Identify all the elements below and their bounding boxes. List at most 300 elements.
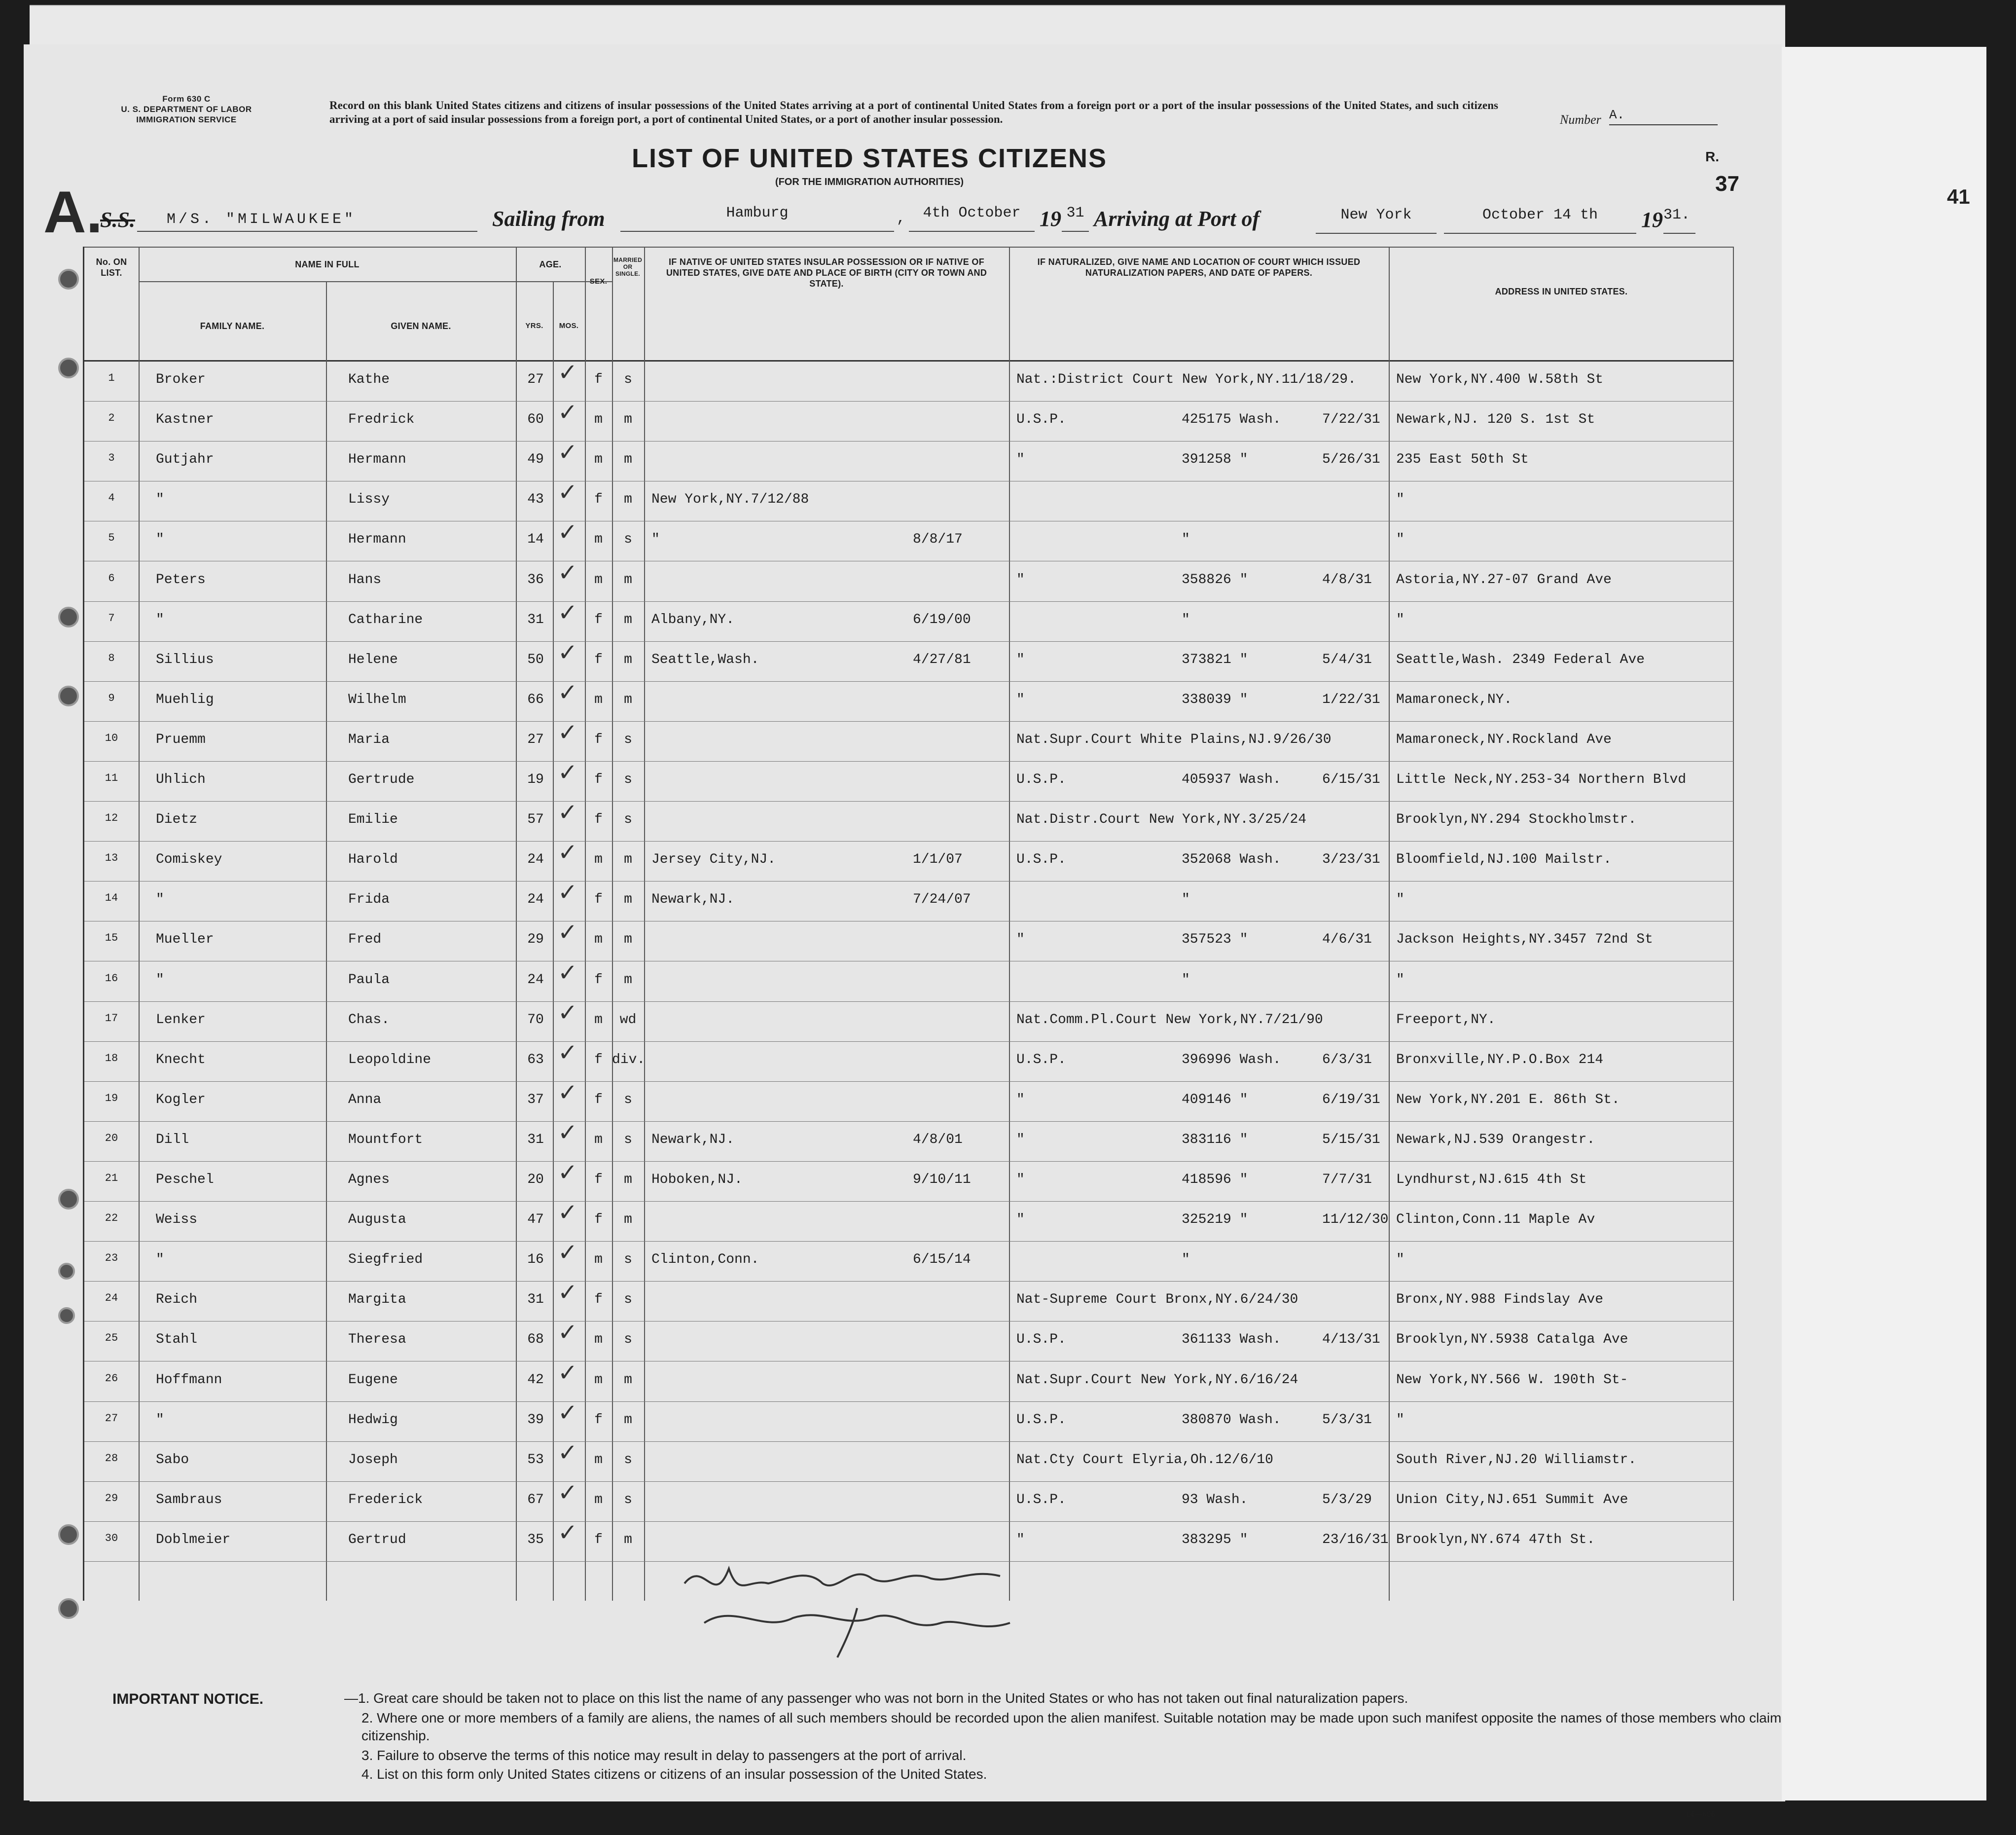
check-mark: ✓ bbox=[558, 1280, 578, 1306]
check-mark: ✓ bbox=[558, 400, 578, 426]
vessel-underline bbox=[137, 231, 477, 232]
binder-hole bbox=[58, 269, 79, 290]
birth-date: 9/10/11 bbox=[913, 1172, 971, 1187]
naturalization-court: " bbox=[1016, 932, 1025, 948]
table-row bbox=[84, 1121, 1734, 1162]
binder-hole bbox=[58, 1189, 79, 1210]
age-years: 50 bbox=[527, 652, 544, 667]
header-mos: MOS. bbox=[559, 322, 579, 330]
vessel-name: M/S. "MILWAUKEE" bbox=[167, 211, 357, 228]
check-mark: ✓ bbox=[558, 599, 578, 626]
birth-date: 6/19/00 bbox=[913, 612, 971, 627]
given-name: Gertrud bbox=[348, 1532, 406, 1547]
row-number: 25 bbox=[105, 1332, 118, 1345]
given-name: Fred bbox=[348, 932, 382, 948]
naturalization-date: 4/8/31 bbox=[1322, 572, 1372, 587]
naturalization-number: 357523 " bbox=[1182, 932, 1248, 948]
header-yrs: YRS. bbox=[525, 322, 543, 330]
naturalization-number: 358826 " bbox=[1182, 572, 1248, 587]
address: Brooklyn,NY.674 47th St. bbox=[1396, 1532, 1595, 1547]
row-number: 17 bbox=[105, 1012, 118, 1025]
check-mark: ✓ bbox=[558, 1240, 578, 1266]
department-name: U. S. DEPARTMENT OF LABOR bbox=[121, 105, 252, 114]
address: Newark,NJ.539 Orangestr. bbox=[1396, 1132, 1595, 1147]
family-name: Reich bbox=[156, 1292, 198, 1308]
marital-status: m bbox=[624, 652, 632, 667]
sex: f bbox=[594, 772, 603, 787]
age-years: 24 bbox=[527, 972, 544, 988]
birth-date: 7/24/07 bbox=[913, 892, 971, 908]
family-name: Gutjahr bbox=[156, 452, 214, 468]
row-number: 15 bbox=[105, 932, 118, 945]
naturalization-number: 418596 " bbox=[1182, 1172, 1248, 1187]
table-row bbox=[84, 1161, 1734, 1202]
row-number: 29 bbox=[105, 1492, 118, 1505]
address: " bbox=[1396, 892, 1404, 908]
table-row bbox=[84, 1001, 1734, 1042]
marital-status: s bbox=[624, 1252, 632, 1268]
table-row bbox=[84, 801, 1734, 842]
year-to: 31. bbox=[1663, 212, 1695, 234]
row-number: 6 bbox=[108, 572, 115, 585]
naturalization-court: Nat.Distr.Court New York,NY.3/25/24 bbox=[1016, 812, 1307, 828]
form-number: Form 630 C bbox=[162, 94, 211, 104]
naturalization-court: " bbox=[1016, 452, 1025, 468]
binder-hole bbox=[58, 358, 79, 378]
header-age: AGE. bbox=[539, 259, 562, 269]
marital-status: s bbox=[624, 1492, 632, 1507]
sex: m bbox=[594, 1132, 603, 1147]
address: 235 East 50th St bbox=[1396, 452, 1529, 468]
marital-status: m bbox=[624, 412, 632, 428]
address: Bloomfield,NJ.100 Mailstr. bbox=[1396, 852, 1612, 868]
sex: m bbox=[594, 692, 603, 707]
naturalization-court: " bbox=[1016, 1212, 1025, 1228]
year-from: 31 bbox=[1062, 210, 1089, 232]
table-row bbox=[84, 1481, 1734, 1522]
notice-title: IMPORTANT NOTICE. bbox=[112, 1691, 264, 1707]
age-years: 31 bbox=[527, 1292, 544, 1308]
header-married-single: MARRIED OR SINGLE. bbox=[613, 257, 643, 277]
naturalization-court: " bbox=[1016, 1532, 1025, 1547]
table-row bbox=[84, 881, 1734, 921]
naturalization-court: Nat-Supreme Court Bronx,NY.6/24/30 bbox=[1016, 1292, 1298, 1308]
naturalization-number: 396996 Wash. bbox=[1182, 1052, 1281, 1067]
given-name: Leopoldine bbox=[348, 1052, 432, 1067]
sex: f bbox=[594, 372, 603, 387]
naturalization-number: 391258 " bbox=[1182, 452, 1248, 468]
naturalization-date: 1/22/31 bbox=[1322, 692, 1380, 707]
binder-hole bbox=[58, 1307, 75, 1324]
given-name: Eugene bbox=[348, 1372, 398, 1388]
naturalization-number: 383116 " bbox=[1182, 1132, 1248, 1147]
age-years: 39 bbox=[527, 1412, 544, 1428]
naturalization-court: " bbox=[1016, 652, 1025, 667]
number-field: A. bbox=[1609, 108, 1718, 125]
given-name: Hedwig bbox=[348, 1412, 398, 1428]
sex: m bbox=[594, 572, 603, 587]
family-name: Kogler bbox=[156, 1092, 206, 1107]
arriving-label: Arriving at Port of bbox=[1094, 207, 1260, 231]
check-mark: ✓ bbox=[558, 999, 578, 1026]
year-prefix-1: 19 bbox=[1040, 207, 1061, 231]
table-row bbox=[84, 401, 1734, 441]
passenger-table bbox=[83, 247, 1734, 1601]
birth-date: 8/8/17 bbox=[913, 532, 963, 548]
page-subtitle: (FOR THE IMMIGRATION AUTHORITIES) bbox=[775, 177, 964, 187]
birth-place: " bbox=[651, 532, 660, 548]
age-years: 66 bbox=[527, 692, 544, 707]
sex: f bbox=[594, 1212, 603, 1228]
naturalization-date: 6/15/31 bbox=[1322, 772, 1380, 787]
given-name: Hermann bbox=[348, 532, 406, 548]
sailing-from-label: Sailing from bbox=[492, 207, 605, 231]
family-name: Doblmeier bbox=[156, 1532, 231, 1547]
age-years: 14 bbox=[527, 532, 544, 548]
check-mark: ✓ bbox=[558, 440, 578, 466]
family-name: Comiskey bbox=[156, 852, 222, 868]
birth-place: Hoboken,NJ. bbox=[651, 1172, 743, 1187]
table-row bbox=[84, 521, 1734, 561]
given-name: Fredrick bbox=[348, 412, 415, 428]
family-name: Weiss bbox=[156, 1212, 198, 1228]
sex: f bbox=[594, 1052, 603, 1067]
age-years: 31 bbox=[527, 1132, 544, 1147]
address: New York,NY.566 W. 190th St- bbox=[1396, 1372, 1628, 1388]
address: " bbox=[1396, 1252, 1404, 1268]
birth-date: 4/27/81 bbox=[913, 652, 971, 667]
row-number: 9 bbox=[108, 692, 115, 704]
table-row bbox=[84, 1401, 1734, 1442]
check-mark: ✓ bbox=[558, 519, 578, 546]
naturalization-number: 383295 " bbox=[1182, 1532, 1248, 1547]
marital-status: m bbox=[624, 452, 632, 468]
age-years: 27 bbox=[527, 732, 544, 747]
address: " bbox=[1396, 1412, 1404, 1428]
naturalization-number: " bbox=[1182, 1252, 1190, 1268]
sex: m bbox=[594, 412, 603, 428]
naturalization-number: 352068 Wash. bbox=[1182, 852, 1281, 868]
check-mark: ✓ bbox=[558, 559, 578, 586]
sex: f bbox=[594, 812, 603, 828]
family-name: Broker bbox=[156, 372, 206, 387]
naturalization-date: 3/23/31 bbox=[1322, 852, 1380, 868]
header-family-name: FAMILY NAME. bbox=[200, 321, 265, 331]
notice-item-1: —1. Great care should be taken not to place on this list the name of any passenger who was not born in the United States or who has not taken out final naturalization papers. bbox=[344, 1690, 1408, 1706]
family-name: Stahl bbox=[156, 1332, 198, 1348]
age-years: 29 bbox=[527, 932, 544, 948]
address: Mamaroneck,NY.Rockland Ave bbox=[1396, 732, 1612, 747]
sex: f bbox=[594, 612, 603, 627]
naturalization-number: 373821 " bbox=[1182, 652, 1248, 667]
age-years: 16 bbox=[527, 1252, 544, 1268]
address: Union City,NJ.651 Summit Ave bbox=[1396, 1492, 1628, 1507]
handwritten-mark: A. bbox=[43, 179, 103, 245]
sex: m bbox=[594, 1452, 603, 1468]
form-code: 14—606 bbox=[1686, 1810, 1716, 1819]
age-years: 60 bbox=[527, 412, 544, 428]
binder-hole bbox=[58, 1524, 79, 1545]
table-row bbox=[84, 1041, 1734, 1082]
row-number: 14 bbox=[105, 892, 118, 905]
family-name: Uhlich bbox=[156, 772, 206, 787]
family-name: Sabo bbox=[156, 1452, 189, 1468]
family-name: " bbox=[156, 492, 164, 508]
row-number: 27 bbox=[105, 1412, 118, 1425]
birth-place: New York,NY.7/12/88 bbox=[651, 492, 809, 508]
given-name: Hans bbox=[348, 572, 382, 587]
address: New York,NY.201 E. 86th St. bbox=[1396, 1092, 1620, 1107]
check-mark: ✓ bbox=[558, 1439, 578, 1466]
check-mark: ✓ bbox=[558, 639, 578, 666]
record-instructions: Record on this blank United States citizens and citizens of insular possessions of the United States arriving at a port of continental United States from a foreign port or a port of the insular possessions of the United States, and such citizens arriving at a port of said insular possessions from a foreign port, a port of continental United States, or a port of another insular possession. bbox=[329, 99, 1498, 125]
naturalization-court: U.S.P. bbox=[1016, 1492, 1066, 1507]
naturalization-court: " bbox=[1016, 1132, 1025, 1147]
marital-status: s bbox=[624, 1452, 632, 1468]
age-years: 20 bbox=[527, 1172, 544, 1187]
age-years: 42 bbox=[527, 1372, 544, 1388]
naturalization-court: Nat.Comm.Pl.Court New York,NY.7/21/90 bbox=[1016, 1012, 1323, 1028]
marital-status: m bbox=[624, 1412, 632, 1428]
table-row bbox=[84, 441, 1734, 481]
sex: m bbox=[594, 1372, 603, 1388]
sex: m bbox=[594, 532, 603, 548]
row-number: 23 bbox=[105, 1252, 118, 1265]
check-mark: ✓ bbox=[558, 1479, 578, 1506]
row-number: 16 bbox=[105, 972, 118, 985]
given-name: Theresa bbox=[348, 1332, 406, 1348]
table-row bbox=[84, 1081, 1734, 1122]
row-number: 19 bbox=[105, 1092, 118, 1104]
naturalization-court: Nat.Supr.Court New York,NY.6/16/24 bbox=[1016, 1372, 1298, 1388]
sex: f bbox=[594, 892, 603, 908]
check-mark: ✓ bbox=[558, 1200, 578, 1226]
given-name: Gertrude bbox=[348, 772, 415, 787]
r-value: 37 bbox=[1715, 172, 1739, 196]
age-years: 24 bbox=[527, 892, 544, 908]
r-label: R. bbox=[1705, 149, 1719, 164]
notice-item-3: 3. Failure to observe the terms of this notice may result in delay to passengers at the port of arrival. bbox=[361, 1748, 967, 1763]
marital-status: m bbox=[624, 892, 632, 908]
address: South River,NJ.20 Williamstr. bbox=[1396, 1452, 1637, 1468]
notice-item-4: 4. List on this form only United States citizens or citizens of an insular possession of the United States. bbox=[361, 1766, 987, 1782]
sex: m bbox=[594, 852, 603, 868]
naturalization-date: 4/13/31 bbox=[1322, 1332, 1380, 1348]
address: Lyndhurst,NJ.615 4th St bbox=[1396, 1172, 1587, 1187]
check-mark: ✓ bbox=[558, 719, 578, 746]
marital-status: s bbox=[624, 1332, 632, 1348]
naturalization-court: Nat.:District Court New York,NY.11/18/29. bbox=[1016, 372, 1356, 387]
family-name: " bbox=[156, 612, 164, 627]
address: New York,NY.400 W.58th St bbox=[1396, 372, 1604, 387]
naturalization-court: " bbox=[1016, 1092, 1025, 1107]
number-label: Number bbox=[1560, 112, 1601, 127]
age-years: 43 bbox=[527, 492, 544, 508]
page-title: LIST OF UNITED STATES CITIZENS bbox=[632, 144, 1107, 173]
family-name: Lenker bbox=[156, 1012, 206, 1028]
marital-status: s bbox=[624, 1092, 632, 1107]
family-name: " bbox=[156, 1412, 164, 1428]
address: Brooklyn,NY.5938 Catalga Ave bbox=[1396, 1332, 1628, 1348]
sex: f bbox=[594, 732, 603, 747]
family-name: Dill bbox=[156, 1132, 189, 1147]
row-number: 21 bbox=[105, 1172, 118, 1184]
naturalization-number: " bbox=[1182, 612, 1190, 627]
year-prefix-2: 19 bbox=[1641, 208, 1663, 232]
age-years: 47 bbox=[527, 1212, 544, 1228]
address: Clinton,Conn.11 Maple Av bbox=[1396, 1212, 1595, 1228]
address: Bronxville,NY.P.O.Box 214 bbox=[1396, 1052, 1604, 1067]
naturalization-court: " bbox=[1016, 572, 1025, 587]
address: " bbox=[1396, 612, 1404, 627]
marital-status: m bbox=[624, 1172, 632, 1187]
marital-status: s bbox=[624, 372, 632, 387]
birth-place: Seattle,Wash. bbox=[651, 652, 759, 667]
marital-status: s bbox=[624, 812, 632, 828]
family-name: " bbox=[156, 1252, 164, 1268]
age-years: 53 bbox=[527, 1452, 544, 1468]
naturalization-court: U.S.P. bbox=[1016, 1052, 1066, 1067]
table-row bbox=[84, 1441, 1734, 1482]
sex: m bbox=[594, 1492, 603, 1507]
given-name: Helene bbox=[348, 652, 398, 667]
port-from: Hamburg bbox=[620, 210, 894, 232]
given-name: Mountfort bbox=[348, 1132, 423, 1147]
marital-status: wd bbox=[619, 1012, 637, 1028]
row-number: 13 bbox=[105, 852, 118, 865]
family-name: Mueller bbox=[156, 932, 214, 948]
naturalization-number: 425175 Wash. bbox=[1182, 412, 1281, 428]
family-name: " bbox=[156, 972, 164, 988]
family-name: Dietz bbox=[156, 812, 198, 828]
sex: f bbox=[594, 1532, 603, 1547]
marital-status: s bbox=[624, 532, 632, 548]
sex: f bbox=[594, 972, 603, 988]
given-name: Joseph bbox=[348, 1452, 398, 1468]
given-name: Wilhelm bbox=[348, 692, 406, 707]
row-number: 22 bbox=[105, 1212, 118, 1225]
check-mark: ✓ bbox=[558, 959, 578, 986]
age-years: 68 bbox=[527, 1332, 544, 1348]
check-mark: ✓ bbox=[558, 679, 578, 706]
naturalization-number: 325219 " bbox=[1182, 1212, 1248, 1228]
given-name: Augusta bbox=[348, 1212, 406, 1228]
naturalization-number: 409146 " bbox=[1182, 1092, 1248, 1107]
given-name: Lissy bbox=[348, 492, 390, 508]
table-row bbox=[84, 1201, 1734, 1242]
age-years: 37 bbox=[527, 1092, 544, 1107]
header-no: No. ON LIST. bbox=[96, 257, 127, 278]
table-row bbox=[84, 641, 1734, 682]
row-number: 5 bbox=[108, 532, 115, 545]
naturalization-number: 380870 Wash. bbox=[1182, 1412, 1281, 1428]
birth-date: 6/15/14 bbox=[913, 1252, 971, 1268]
sex: m bbox=[594, 1252, 603, 1268]
family-name: Kastner bbox=[156, 412, 214, 428]
naturalization-number: " bbox=[1182, 532, 1190, 548]
row-number: 11 bbox=[105, 772, 118, 784]
header-sex: SEX. bbox=[589, 277, 608, 286]
table-row bbox=[84, 1281, 1734, 1321]
header-birth: IF NATIVE OF UNITED STATES INSULAR POSSESSION OR IF NATIVE OF UNITED STATES, GIVE DATE AND PLACE OF BIRTH (CITY OR TOWN AND STATE). bbox=[666, 257, 987, 289]
marital-status: s bbox=[624, 1292, 632, 1308]
header-name-in-full: NAME IN FULL bbox=[295, 259, 360, 269]
form-identifier bbox=[83, 94, 290, 125]
manifest-page bbox=[24, 44, 1782, 1819]
family-name: " bbox=[156, 892, 164, 908]
address: Newark,NJ. 120 S. 1st St bbox=[1396, 412, 1595, 428]
naturalization-date: 5/26/31 bbox=[1322, 452, 1380, 468]
check-mark: ✓ bbox=[558, 1119, 578, 1146]
birth-date: 1/1/07 bbox=[913, 852, 963, 868]
notice-item-2: 2. Where one or more members of a family are aliens, the names of all such members should be recorded upon the alien manifest. Suitable notation may be made upon such manifest opposite the names of those members who claim citizenship. bbox=[361, 1710, 1782, 1743]
table-row bbox=[84, 1321, 1734, 1361]
check-mark: ✓ bbox=[558, 1160, 578, 1186]
naturalization-date: 5/4/31 bbox=[1322, 652, 1372, 667]
row-number: 18 bbox=[105, 1052, 118, 1064]
naturalization-court: U.S.P. bbox=[1016, 1412, 1066, 1428]
table-row bbox=[84, 961, 1734, 1002]
naturalization-date: 5/15/31 bbox=[1322, 1132, 1380, 1147]
check-mark: ✓ bbox=[558, 800, 578, 826]
naturalization-date: 5/3/31 bbox=[1322, 1412, 1372, 1428]
given-name: Hermann bbox=[348, 452, 406, 468]
sex: f bbox=[594, 652, 603, 667]
birth-date: 4/8/01 bbox=[913, 1132, 963, 1147]
family-name: " bbox=[156, 532, 164, 548]
naturalization-number: 338039 " bbox=[1182, 692, 1248, 707]
family-name: Sambraus bbox=[156, 1492, 222, 1507]
table-row bbox=[84, 601, 1734, 642]
marital-status: s bbox=[624, 1132, 632, 1147]
check-mark: ✓ bbox=[558, 1039, 578, 1066]
row-number: 8 bbox=[108, 652, 115, 664]
marital-status: m bbox=[624, 612, 632, 627]
sex: f bbox=[594, 1292, 603, 1308]
handwritten-signature bbox=[675, 1549, 1030, 1662]
marital-status: m bbox=[624, 692, 632, 707]
given-name: Harold bbox=[348, 852, 398, 868]
given-name: Anna bbox=[348, 1092, 382, 1107]
family-name: Muehlig bbox=[156, 692, 214, 707]
naturalization-date: 5/3/29 bbox=[1322, 1492, 1372, 1507]
naturalization-court: U.S.P. bbox=[1016, 772, 1066, 787]
family-name: Peschel bbox=[156, 1172, 214, 1187]
birth-place: Jersey City,NJ. bbox=[651, 852, 776, 868]
date-from: 4th October bbox=[909, 210, 1035, 232]
age-years: 67 bbox=[527, 1492, 544, 1507]
check-mark: ✓ bbox=[558, 1399, 578, 1426]
marital-status: m bbox=[624, 492, 632, 508]
check-mark: ✓ bbox=[558, 1320, 578, 1346]
sex: f bbox=[594, 1092, 603, 1107]
check-mark: ✓ bbox=[558, 1359, 578, 1386]
address: Brooklyn,NY.294 Stockholmstr. bbox=[1396, 812, 1637, 828]
row-number: 7 bbox=[108, 612, 115, 624]
birth-place: Clinton,Conn. bbox=[651, 1252, 759, 1268]
naturalization-court: U.S.P. bbox=[1016, 852, 1066, 868]
outer-sheet-number: 41 bbox=[1947, 185, 1970, 208]
marital-status: m bbox=[624, 1372, 632, 1388]
family-name: Peters bbox=[156, 572, 206, 587]
table-row bbox=[84, 561, 1734, 602]
naturalization-date: 6/3/31 bbox=[1322, 1052, 1372, 1067]
port-to: New York bbox=[1316, 212, 1437, 234]
sex: m bbox=[594, 1332, 603, 1348]
naturalization-date: 6/19/31 bbox=[1322, 1092, 1380, 1107]
marital-status: m bbox=[624, 572, 632, 587]
age-years: 49 bbox=[527, 452, 544, 468]
